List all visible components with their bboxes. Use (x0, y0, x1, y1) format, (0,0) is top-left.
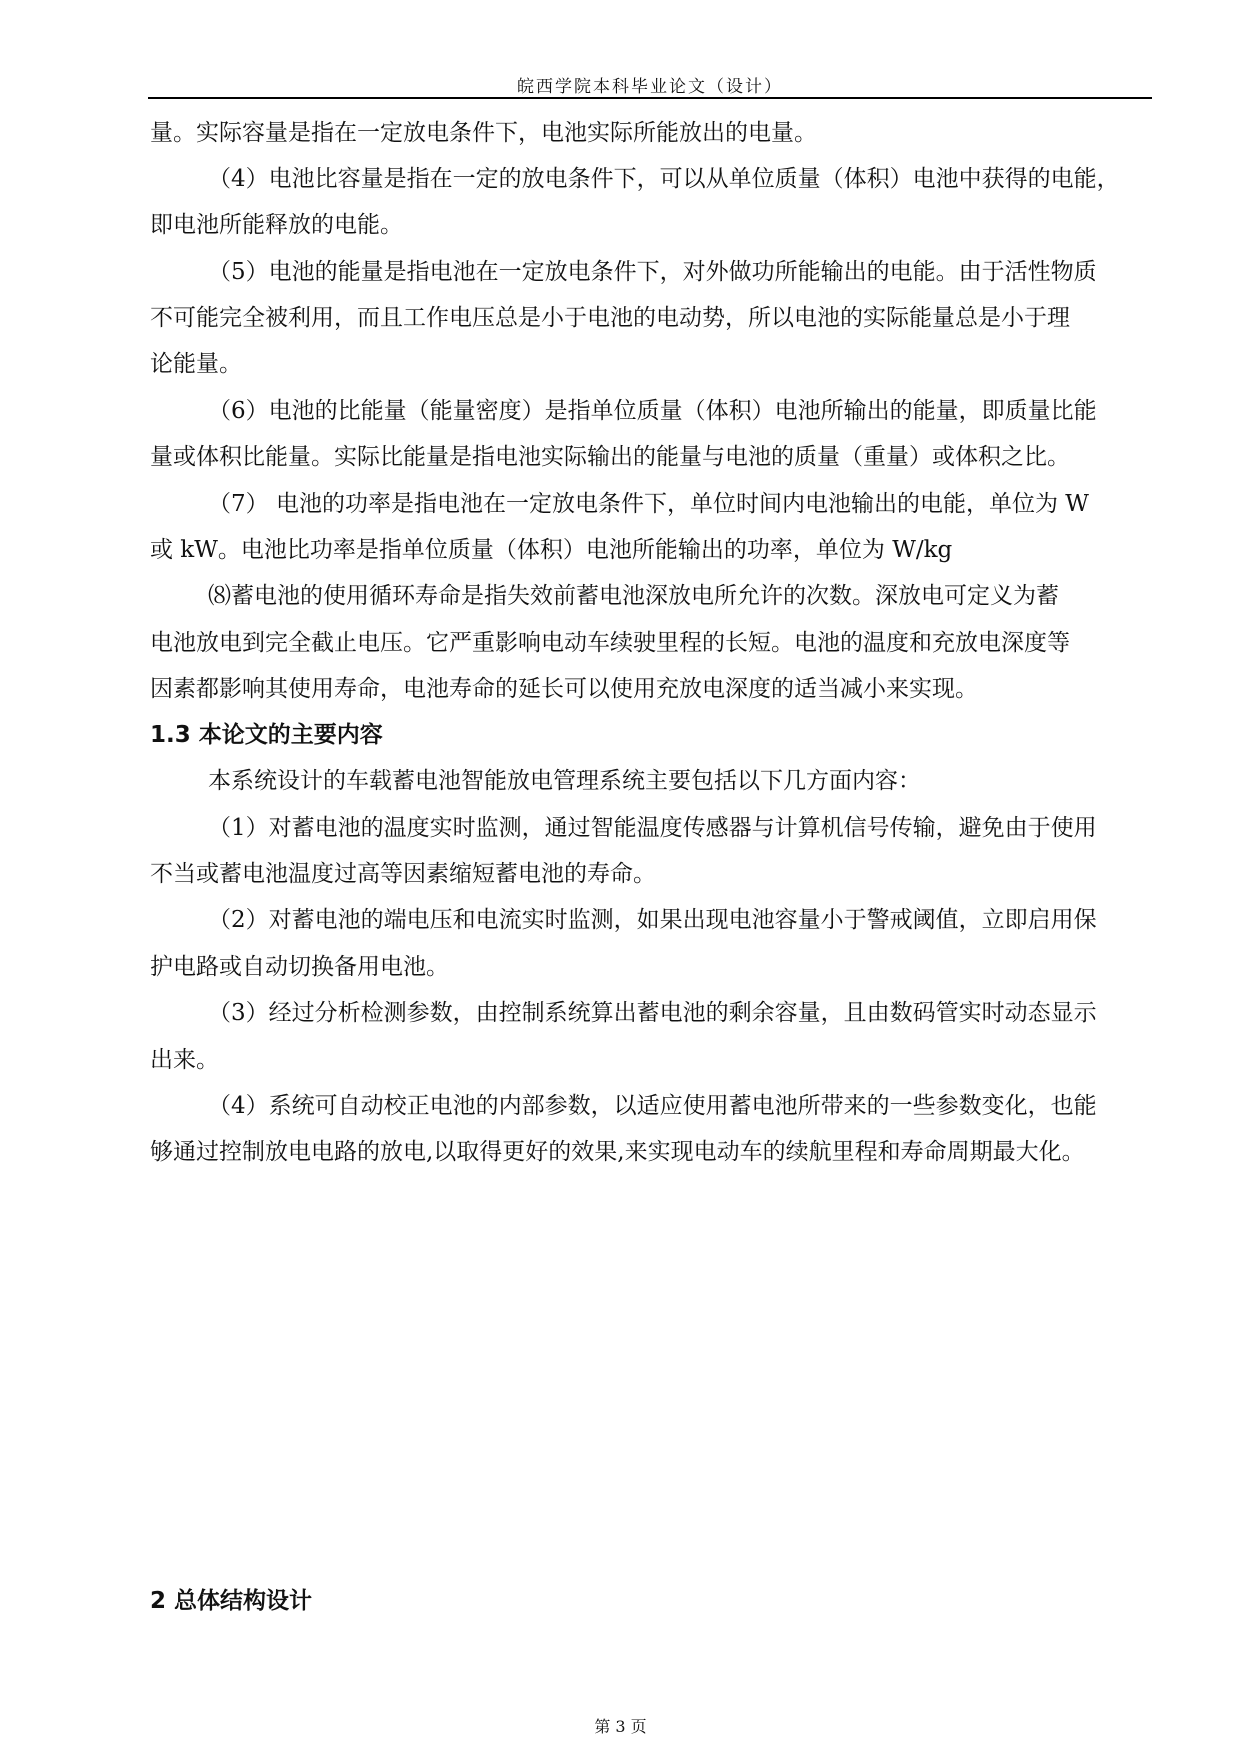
text-line: （4）系统可自动校正电池的内部参数，以适应使用蓄电池所带来的一些参数变化，也能 (208, 1093, 1097, 1119)
text-line: （5）电池的能量是指电池在一定放电条件下，对外做功所能输出的电能。由于活性物质 (208, 259, 1097, 285)
page-number: 第 3 页 (594, 1717, 647, 1736)
text-line: （1）对蓄电池的温度实时监测，通过智能温度传感器与计算机信号传输，避免由于使用 (208, 815, 1097, 841)
section-heading: 1.3 本论文的主要内容 (150, 722, 383, 748)
text-line: 论能量。 (150, 351, 242, 377)
text-line: （2）对蓄电池的端电压和电流实时监测，如果出现电池容量小于警戒阈值，立即启用保 (208, 907, 1097, 933)
text-line: （4）电池比容量是指在一定的放电条件下，可以从单位质量（体积）电池中获得的电能， (208, 166, 1120, 192)
header-rule (148, 97, 1152, 99)
text-line: ⑻蓄电池的使用循环寿命是指失效前蓄电池深放电所允许的次数。深放电可定义为蓄 (208, 583, 1059, 609)
text-line: （7） 电池的功率是指电池在一定放电条件下，单位时间内电池输出的电能，单位为 W (208, 491, 1089, 517)
text-line: 不当或蓄电池温度过高等因素缩短蓄电池的寿命。 (150, 861, 656, 887)
text-line: 即电池所能释放的电能。 (150, 212, 403, 238)
text-line: 量或体积比能量。实际比能量是指电池实际输出的能量与电池的质量（重量）或体积之比。 (150, 444, 1070, 470)
text-line: 本系统设计的车载蓄电池智能放电管理系统主要包括以下几方面内容： (208, 768, 921, 794)
text-line: 够通过控制放电电路的放电,以取得更好的效果,来实现电动车的续航里程和寿命周期最大化。 (150, 1139, 1085, 1165)
section-heading: 2 总体结构设计 (150, 1588, 313, 1614)
text-line: 量。实际容量是指在一定放电条件下，电池实际所能放出的电量。 (150, 120, 817, 146)
text-line: 因素都影响其使用寿命，电池寿命的延长可以使用充放电深度的适当减小来实现。 (150, 676, 978, 702)
text-line: 或 kW。电池比功率是指单位质量（体积）电池所能输出的功率，单位为 W/kg (150, 537, 953, 563)
text-line: 电池放电到完全截止电压。它严重影响电动车续驶里程的长短。电池的温度和充放电深度等 (150, 630, 1070, 656)
text-line: 护电路或自动切换备用电池。 (150, 954, 449, 980)
text-line: （6）电池的比能量（能量密度）是指单位质量（体积）电池所输出的能量，即质量比能 (208, 398, 1097, 424)
text-line: 不可能完全被利用，而且工作电压总是小于电池的电动势，所以电池的实际能量总是小于理 (150, 305, 1070, 331)
text-line: 出来。 (150, 1047, 219, 1073)
text-line: （3）经过分析检测参数，由控制系统算出蓄电池的剩余容量，且由数码管实时动态显示 (208, 1000, 1097, 1026)
page-header: 皖西学院本科毕业论文（设计） (517, 77, 783, 97)
